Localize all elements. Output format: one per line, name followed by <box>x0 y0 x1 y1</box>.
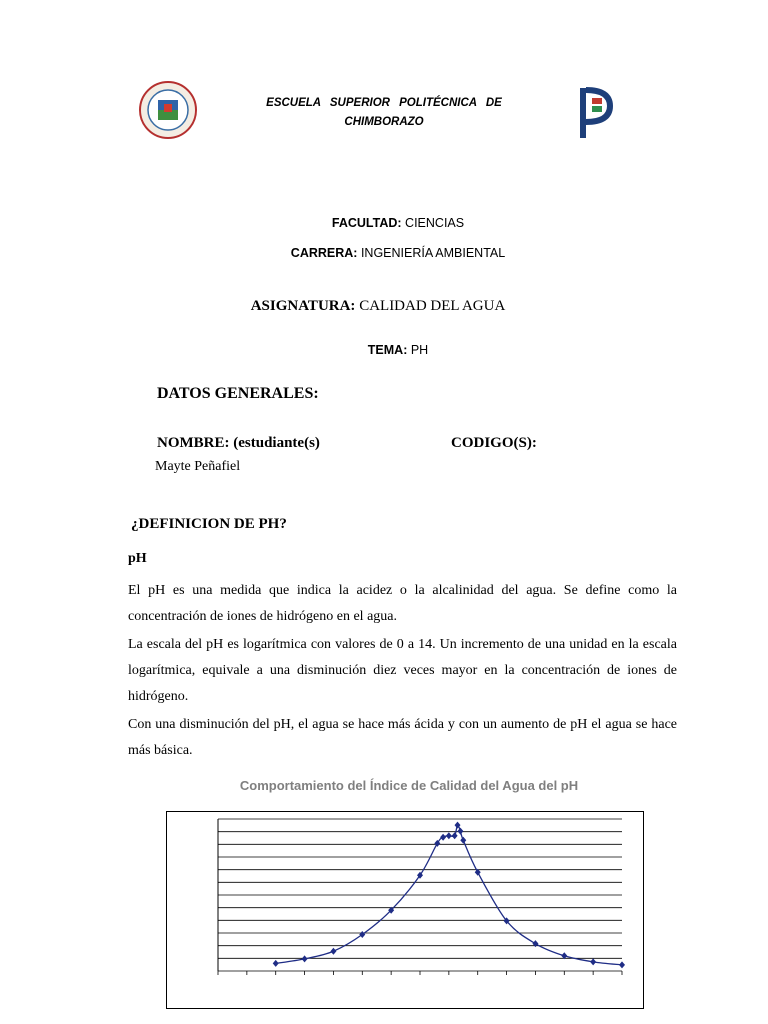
chart-title: Comportamiento del Índice de Calidad del Agua del pH <box>239 778 579 793</box>
faculty-p-logo <box>574 84 614 140</box>
definition-question: ¿DEFINICION DE PH? <box>131 516 287 532</box>
espoch-seal-logo <box>138 80 198 140</box>
faculty-value: CIENCIAS <box>401 216 465 230</box>
data-point <box>619 961 625 968</box>
data-point <box>452 832 458 839</box>
data-point <box>457 828 463 835</box>
data-point <box>359 931 365 938</box>
subject-line <box>0 298 756 315</box>
institution-name-line1: ESCUELA SUPERIOR POLITÉCNICA DE <box>266 97 502 109</box>
faculty-line <box>0 216 768 230</box>
code-label: CODIGO(S): <box>451 435 537 451</box>
paragraph-1: El pH es una medida que indica la acidez o la alcalinidad del agua. Se define como la concentración de iones de hidrógeno en el agua. <box>128 583 677 624</box>
data-point <box>440 834 446 841</box>
career-label: CARRERA: <box>290 246 358 260</box>
topic-value: PH <box>407 343 429 357</box>
data-point <box>302 955 308 962</box>
paragraph-2: La escala del pH es logarítmica con valores de 0 a 14. Un incremento de una unidad en la escala logarítmica, equivale a una disminución diez veces mayor en la concentración de iones de hidrógeno. <box>128 637 677 704</box>
subject-value: CALIDAD DEL AGUA <box>355 298 506 314</box>
institution-name-line2: CHIMBORAZO <box>344 116 424 128</box>
name-label: NOMBRE: (estudiante(s) <box>157 435 320 451</box>
data-point <box>590 958 596 965</box>
ph-quality-chart <box>166 811 644 1009</box>
data-point <box>446 832 452 839</box>
career-line <box>0 246 768 260</box>
data-point <box>460 837 466 844</box>
subject-label: ASIGNATURA: <box>250 298 356 314</box>
topic-label: TEMA: <box>367 343 408 357</box>
topic-line <box>0 343 768 357</box>
faculty-label: FACULTAD: <box>331 216 402 230</box>
data-point <box>330 948 336 955</box>
data-point <box>273 960 279 967</box>
paragraph-3: Con una disminución del pH, el agua se hace más ácida y con un aumento de pH el agua se hace más básica. <box>128 717 677 758</box>
ph-subheading: pH <box>128 551 147 566</box>
career-value: INGENIERÍA AMBIENTAL <box>357 246 506 260</box>
general-data-heading: DATOS GENERALES: <box>157 385 319 402</box>
student-name: Mayte Peñafiel <box>155 459 241 474</box>
data-point <box>532 940 538 947</box>
